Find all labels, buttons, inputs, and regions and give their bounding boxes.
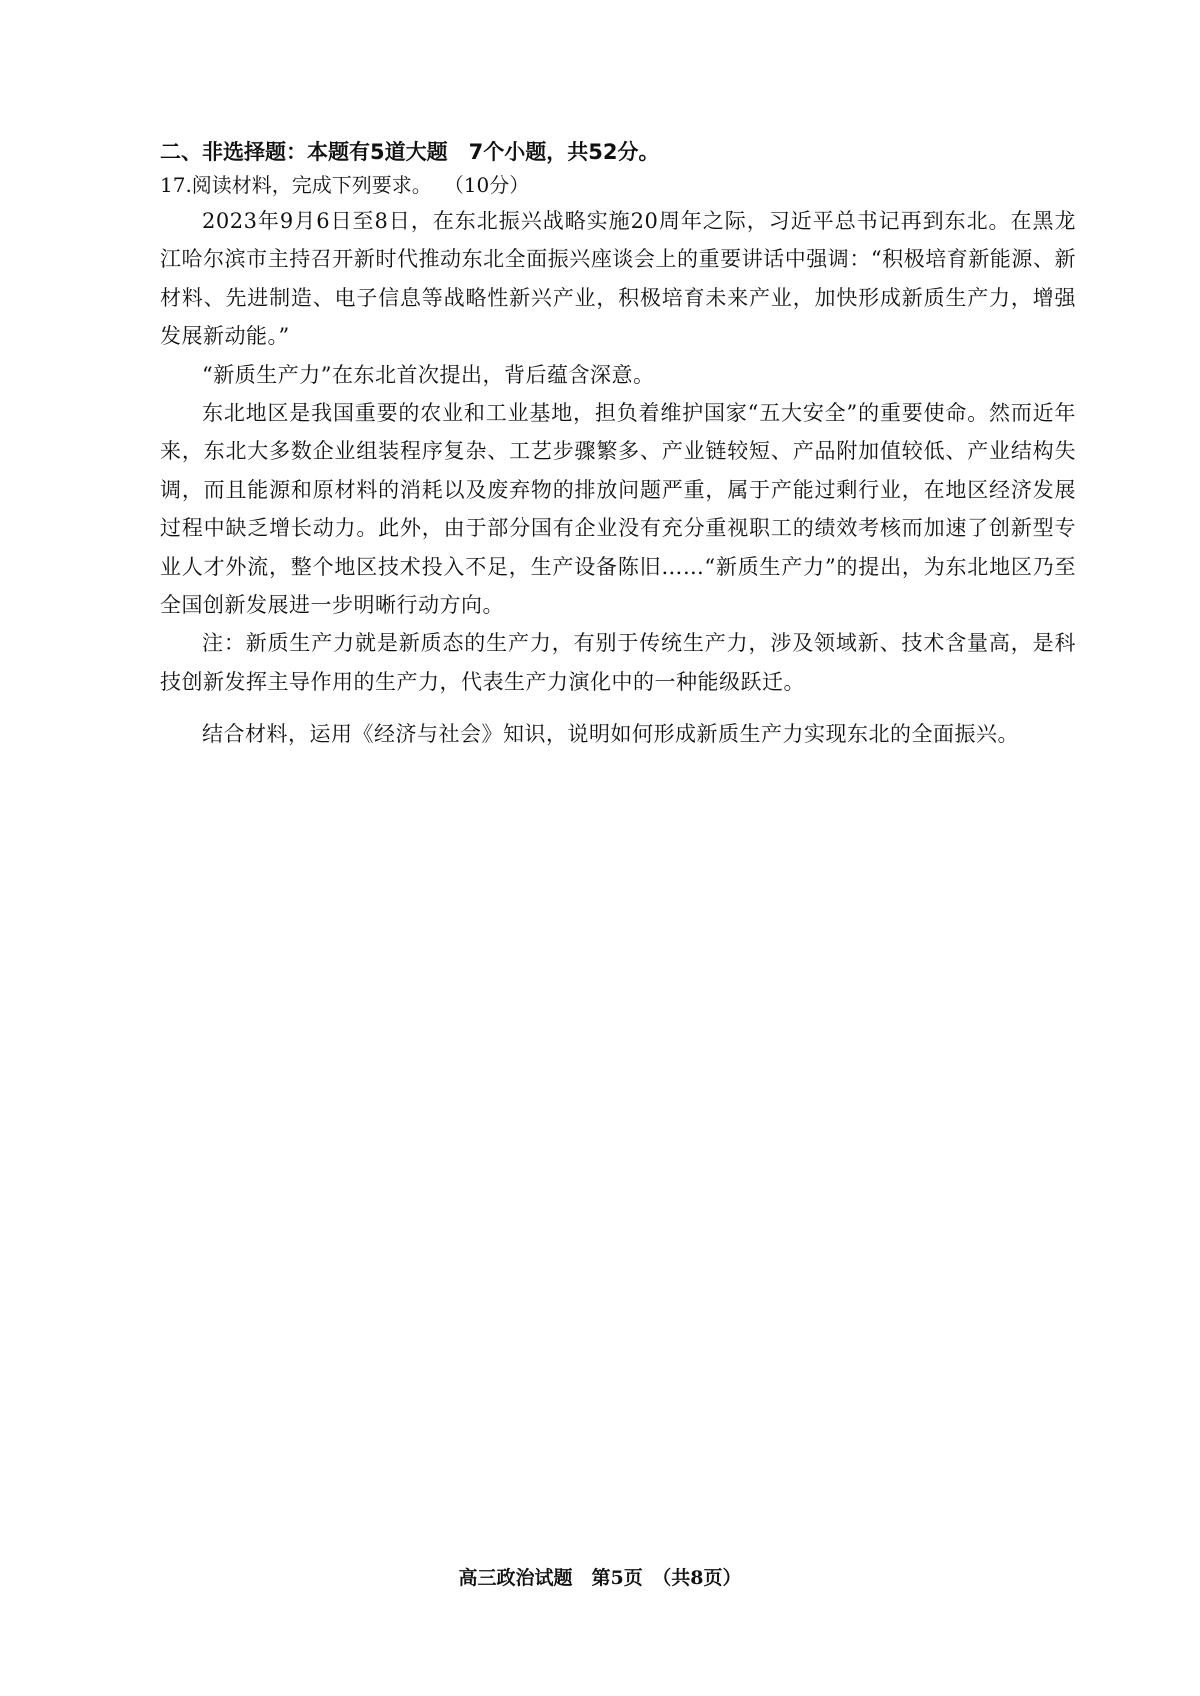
- page-content: [160, 136, 1076, 754]
- question-score: （10分）: [453, 173, 530, 197]
- material-paragraph-3: 东北地区是我国重要的农业和工业基地，担负着维护国家“五大安全”的重要使命。然而近年来，东北大多数企业组装程序复杂、工艺步骤繁多、产业链较短、产品附加值较低、产业结构失调，而且能源和原材料的消耗以及废弃物的排放问题严重，属于产能过剩行业，在地区经济发展过程中缺乏增长动力。此外，由于部分国有企业没有充分重视职工的绩效考核而加速了创新型专业人才外流，整个地区技术投入不足，生产设备陈旧……“新质生产力”的提出，为东北地区乃至全国创新发展进一步明晰行动方向。: [160, 401, 1076, 618]
- question-stem-text: 17.阅读材料，完成下列要求。: [160, 173, 432, 197]
- section-title: 二、非选择题：本题有5道大题 7个小题，共52分。: [160, 140, 660, 164]
- material-note: 注：新质生产力就是新质态的生产力，有别于传统生产力，涉及领域新、技术含量高，是科技创新发挥主导作用的生产力，代表生产力演化中的一种能级跃迁。: [160, 631, 1076, 694]
- question-stem: [160, 168, 1076, 202]
- material-paragraph-1: 2023年9月6日至8日，在东北振兴战略实施20周年之际，习近平总书记再到东北。在黑龙江哈尔滨市主持召开新时代推动东北全面振兴座谈会上的重要讲话中强调：“积极培育新能源、新材料、先进制造、电子信息等战略性新兴产业，积极培育未来产业，加快形成新质生产力，增强发展新动能。”: [160, 209, 1076, 349]
- material-paragraph-2: “新质生产力”在东北首次提出，背后蕴含深意。: [202, 362, 655, 387]
- page-footer: 高三政治试题 第5页 （共8页）: [458, 1567, 742, 1589]
- question-task: 结合材料，运用《经济与社会》知识，说明如何形成新质生产力实现东北的全面振兴。: [202, 722, 1019, 747]
